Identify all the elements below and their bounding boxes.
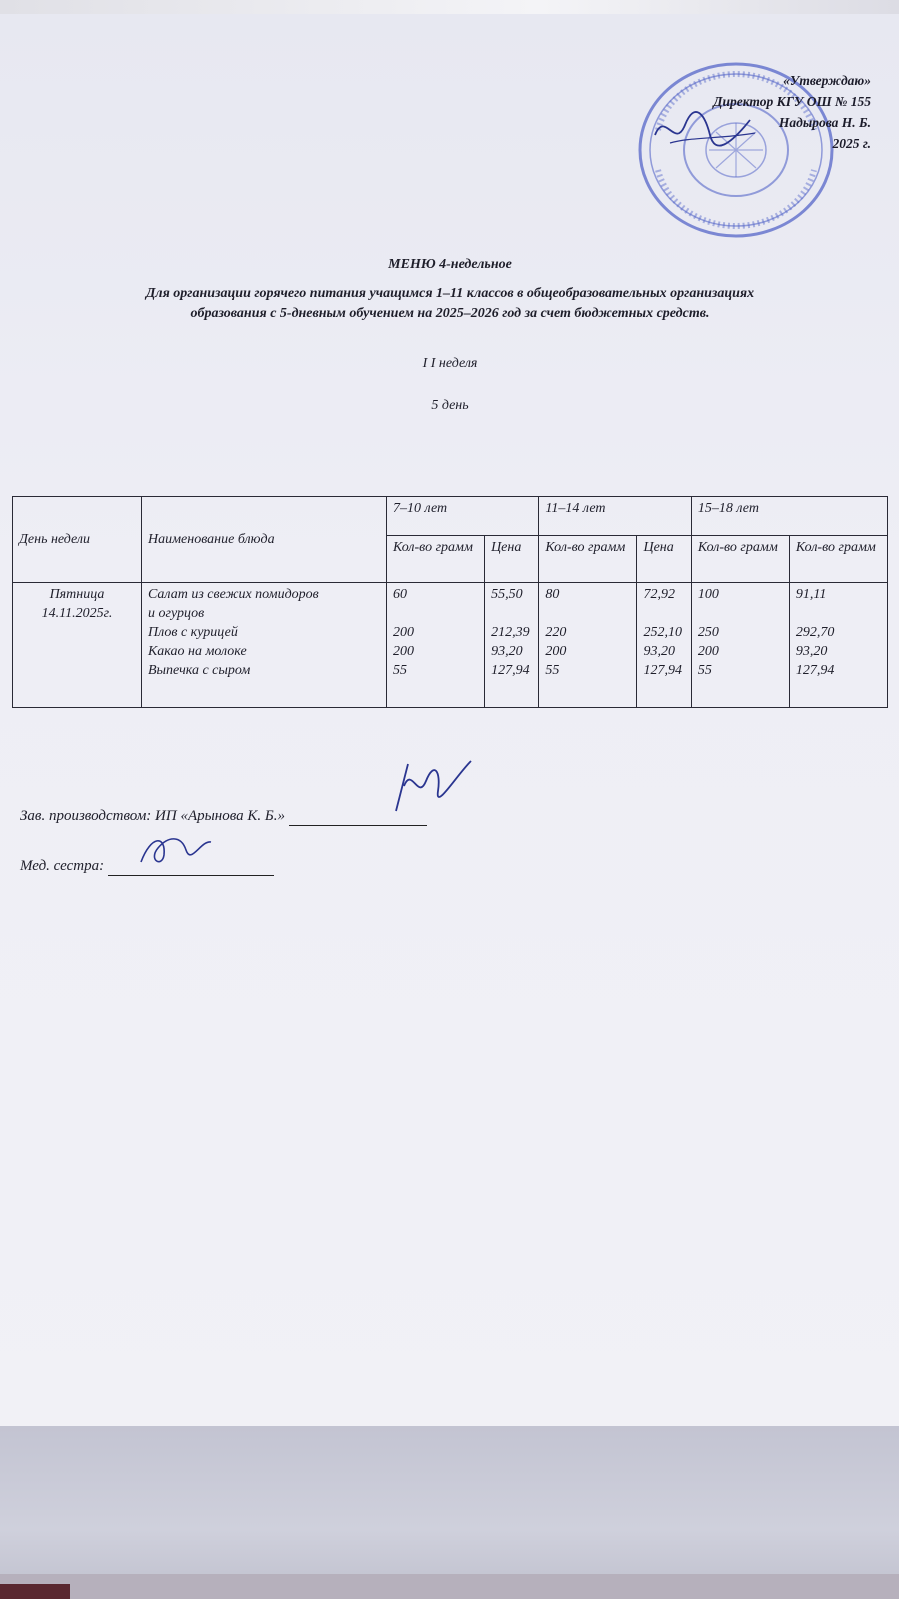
subtitle-line-1: Для организации горячего питания учащимся 1–11 классов в общеобразовательных организациях [145, 286, 755, 301]
qty-value: 200 [393, 625, 414, 640]
qty-value: 60 [393, 587, 407, 602]
price-value [643, 604, 684, 623]
day-label: 5 день [431, 398, 469, 413]
header-age-11-14: 11–14 лет [539, 497, 691, 536]
qty-value: 220 [545, 625, 567, 640]
production-manager-signature-icon [386, 756, 476, 816]
day-cell [13, 583, 142, 708]
dish-item: Плов с курицей [148, 625, 238, 640]
price-value: 212,39 [491, 625, 530, 640]
day-name: Пятница [49, 587, 105, 602]
desk-object [0, 1584, 70, 1599]
qty-value: 250 [697, 625, 719, 640]
header-day: День недели [13, 497, 142, 583]
subheader-qty-3: Кол-во грамм [691, 536, 789, 583]
qty-cell-7-10 [387, 583, 485, 708]
subheader-qty-4: Кол-во грамм [789, 536, 887, 583]
price-value [796, 604, 881, 623]
document-title: МЕНЮ 4-недельное [388, 257, 512, 272]
qty-value: 200 [697, 644, 719, 659]
approval-block [713, 70, 871, 154]
dish-cell [142, 583, 387, 708]
qty-value: 55 [697, 663, 712, 678]
week-label: I I неделя [422, 356, 478, 371]
subheader-price-1: Цена [485, 536, 539, 583]
price-value: 127,94 [491, 663, 530, 678]
subheader-price-2: Цена [637, 536, 691, 583]
document-subtitle [40, 284, 860, 324]
price-value: 127,94 [795, 663, 835, 678]
nurse-signature-icon [136, 830, 216, 870]
price-value: 127,94 [643, 663, 682, 678]
qty-value: 200 [393, 644, 414, 659]
qty-value [698, 604, 783, 623]
table-row [13, 583, 888, 708]
approval-line-4: 2025 г. [832, 136, 871, 151]
menu-table [12, 496, 888, 708]
header-dish: Наименование блюда [142, 497, 387, 583]
qty-cell-11-14 [539, 583, 637, 708]
subheader-qty-2: Кол-во грамм [539, 536, 637, 583]
header-age-15-18: 15–18 лет [691, 497, 887, 536]
production-manager-line [20, 808, 427, 826]
price-cell-11-14 [637, 583, 691, 708]
dish-item: Какао на молоке [148, 644, 247, 659]
subtitle-line-2: образования с 5-дневным обучением на 2025–2026 год за счет бюджетных средств. [190, 306, 710, 321]
price-value: 93,20 [795, 644, 828, 659]
price-value: 93,20 [643, 644, 675, 659]
price-value: 91,11 [795, 587, 827, 602]
price-value: 72,92 [643, 587, 675, 602]
price-cell-7-10 [485, 583, 539, 708]
subheader-qty-1: Кол-во грамм [387, 536, 485, 583]
paper-top-edge [0, 0, 899, 14]
approval-line-3: Надырова Н. Б. [778, 115, 871, 130]
desk-edge [0, 1574, 899, 1599]
header-age-7-10: 7–10 лет [387, 497, 539, 536]
dish-item: Салат из свежих помидоров [148, 587, 319, 602]
qty-value: 100 [697, 587, 719, 602]
dish-item: и огурцов [148, 606, 205, 621]
qty-cell-15-18 [691, 583, 789, 708]
approval-line-2: Директор КГУ ОШ № 155 [713, 94, 871, 109]
qty-value: 55 [545, 663, 560, 678]
qty-value: 200 [545, 644, 567, 659]
price-value: 93,20 [491, 644, 523, 659]
price-cell-15-18 [789, 583, 887, 708]
approval-line-1: «Утверждаю» [783, 73, 871, 88]
qty-value: 80 [545, 587, 560, 602]
production-manager-label: Зав. производством: ИП «Арынова К. Б.» [20, 808, 285, 824]
price-value: 292,70 [795, 625, 835, 640]
dish-item: Выпечка с сыром [148, 663, 251, 678]
qty-value [545, 604, 630, 623]
nurse-label: Мед. сестра: [20, 858, 105, 874]
day-date: 14.11.2025г. [41, 606, 113, 621]
qty-value [393, 604, 478, 623]
price-value: 55,50 [491, 587, 523, 602]
price-value: 252,10 [643, 625, 682, 640]
table-header-row [13, 497, 888, 536]
price-value [491, 604, 532, 623]
qty-value: 55 [393, 663, 407, 678]
